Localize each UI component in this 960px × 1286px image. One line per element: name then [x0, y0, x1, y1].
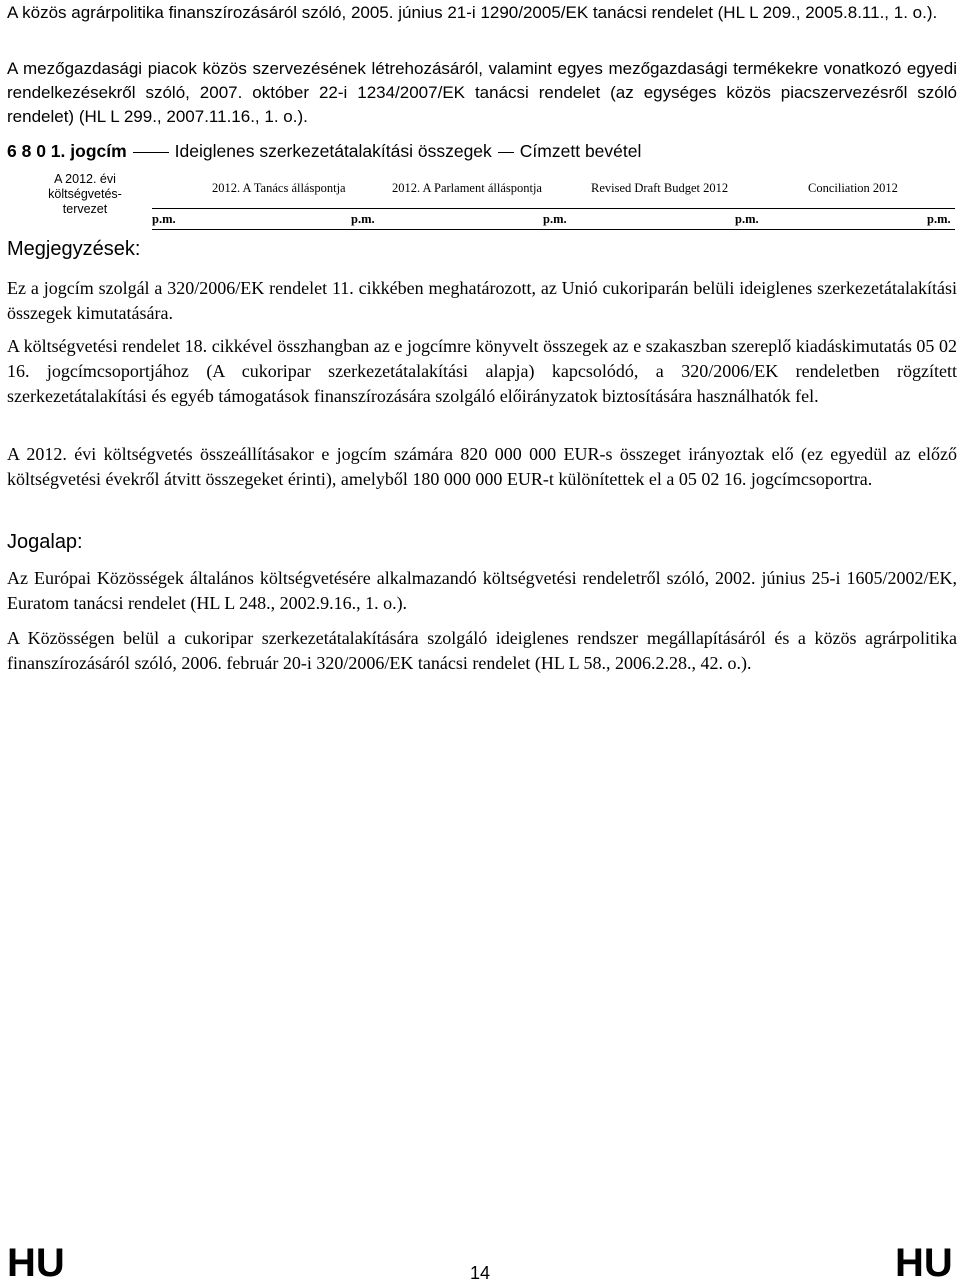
- value-council-position: p.m.: [351, 212, 375, 226]
- header-draft-budget: [20, 172, 150, 217]
- value-parliament-position: p.m.: [543, 212, 567, 226]
- footer-language-code-right: HU: [895, 1241, 953, 1285]
- value-draft-budget: p.m.: [152, 212, 176, 226]
- legal-basis-title: Jogalap:: [7, 531, 83, 553]
- intro-paragraph-1: A közös agrárpolitika finanszírozásáról szóló, 2005. június 21-i 1290/2005/EK tanácsi rendelet (HL L 209., 2005.8.11., 1. o.).: [7, 3, 938, 22]
- remarks-paragraph-2: A költségvetési rendelet 18. cikkével összhangban az e jogcímre könyvelt összegek az e szakaszban szereplő kiadáskimutatás 05 02 16. jogcímcsoportjához (A cukoripar szerkezetátalakítási alapja) kapcsolódó, a 320/2006/EK rendeletben rögzített szerkezetátalakítási és egyéb támogatások finanszírozására szolgáló előirányzatok biztosítására használhatók fel.: [7, 336, 957, 406]
- legal-basis-paragraph-1: Az Európai Közösségek általános költségvetésére alkalmazandó költségvetési rendeletről szóló, 2002. június 25-i 1605/2002/EK, Euratom tanácsi rendelet (HL L 248., 2002.9.16., 1. o.).: [7, 568, 957, 613]
- budget-line-subtitle: Címzett bevétel: [519, 141, 642, 161]
- budget-line-label: jogcím: [70, 141, 127, 161]
- budget-line-title: Ideiglenes szerkezetátalakítási összegek: [174, 141, 492, 161]
- header-conciliation: Conciliation 2012: [808, 181, 898, 195]
- remarks-paragraph-1: Ez a jogcím szolgál a 320/2006/EK rendelet 11. cikkében meghatározott, az Unió cukoriparán belüli ideiglenes szerkezetátalakítási összegek kimutatására.: [7, 278, 957, 323]
- header-draft-budget-line2: tervezet: [62, 202, 108, 216]
- footer-language-code-left: HU: [7, 1241, 65, 1285]
- header-revised-draft-budget: Revised Draft Budget 2012: [591, 181, 729, 195]
- value-conciliation: p.m.: [927, 212, 951, 226]
- budget-table: [0, 170, 960, 230]
- header-council-position: 2012. A Tanács álláspontja: [212, 181, 346, 195]
- remarks-title: Megjegyzések:: [7, 238, 141, 260]
- table-rule-bottom: [152, 229, 955, 230]
- page-number: 14: [470, 1263, 491, 1283]
- value-revised-draft-budget: p.m.: [735, 212, 759, 226]
- remarks-paragraph-3: A 2012. évi költségvetés összeállításakor e jogcím számára 820 000 000 EUR-s összeget irányoztak elő (ez egyedül az előző költségvetési évekről átvitt összegeket érinti), amelyből 180 000 000 EUR-t különítettek el a 05 02 16. jogcímcsoportra.: [7, 444, 957, 489]
- table-rule-top: [152, 208, 955, 209]
- legal-basis-paragraph-2: A Közösségen belül a cukoripar szerkezetátalakítására szolgáló ideiglenes rendszer megállapításáról és a közös agrárpolitika finanszírozásáról szóló, 2006. február 20-i 320/2006/EK tanácsi rendelet (HL L 58., 2006.2.28., 42. o.).: [7, 628, 957, 673]
- heading-dash: [133, 152, 169, 153]
- intro-paragraph-2: A mezőgazdasági piacok közös szervezésének létrehozásáról, valamint egyes mezőgazdasági termékekre vonatkozó egyedi rendelkezésekről szóló, 2007. október 22-i 1234/2007/EK tanácsi rendelet (az egységes közös piacszervezésről szóló rendelet) (HL L 299., 2007.11.16., 1. o.).: [7, 59, 957, 126]
- heading-dash-short: [498, 152, 514, 153]
- header-draft-budget-line1: A 2012. évi költségvetés-: [48, 172, 122, 201]
- header-parliament-position: 2012. A Parlament álláspontja: [392, 181, 542, 195]
- budget-line-heading: [7, 139, 957, 163]
- budget-line-number: 6 8 0 1.: [7, 141, 66, 161]
